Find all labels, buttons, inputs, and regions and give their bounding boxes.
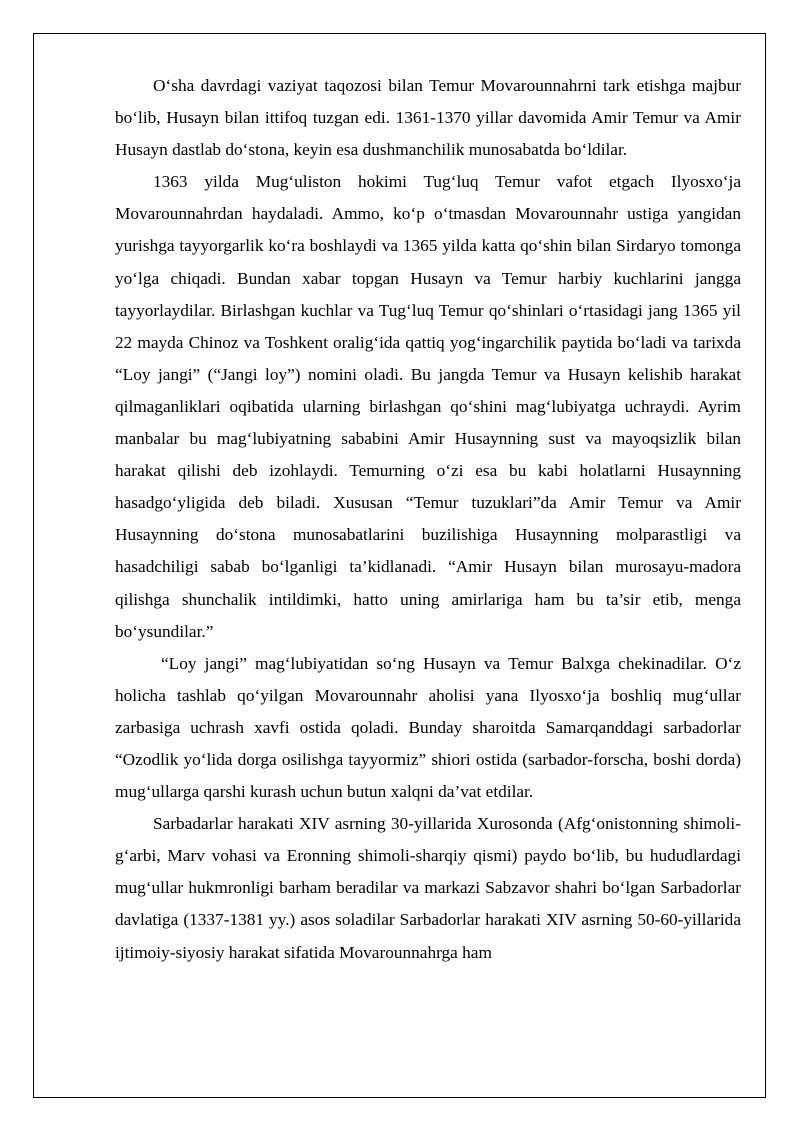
paragraph-1: O‘sha davrdagi vaziyat taqozosi bilan Temur Movarounnahrni tark etishga majbur bo‘lib, Husayn bilan ittifoq tuzgan edi. 1361-1370 yillar davomida Amir Temur va Amir Husayn dastlab do‘stona, keyin esa dushmanchilik munosabatda bo‘ldilar. <box>115 76 741 160</box>
document-body <box>115 70 741 969</box>
paragraph-3: “Loy jangi” mag‘lubiyatidan so‘ng Husayn va Temur Balxga chekinadilar. O‘z holicha tashlab qo‘yilgan Movarounnahr aholisi yana Ilyosxo‘ja boshliq mug‘ullar zarbasiga uchrash xavfi ostida qoladi. Bunday sharoitda Samarqanddagi sarbadorlar “Ozodlik yo‘lida dorga osilishga tayyormiz” shiori ostida (sarbador-forscha, boshi dorda) mug‘ullarga qarshi kurash uchun butun xalqni da’vat etdilar. <box>115 653 741 802</box>
paragraph-4: Sarbadarlar harakati XIV asrning 30-yillarida Xurosonda (Afg‘onistonning shimoli-g‘arbi, Marv vohasi va Eronning shimoli-sharqiy qismi) paydo bo‘lib, bu hududlardagi mug‘ullar hukmronligi barham beradilar va markazi Sabzavor shahri bo‘lgan Sarbadorlar davlatiga (1337-1381 yy.) asos soladilar Sarbadorlar harakati XIV asrning 50-60-yillarida ijtimoiy-siyosiy harakat sifatida Movarounnahrga ham <box>115 814 741 962</box>
paragraph-2: 1363 yilda Mug‘uliston hokimi Tug‘luq Temur vafot etgach Ilyosxo‘ja Movarounnahrdan haydaladi. Ammo, ko‘p o‘tmasdan Movarounnahr ustiga yangidan yurishga tayyorgarlik ko‘ra boshlaydi va 1365 yilda katta qo‘shin bilan Sirdaryo tomonga yo‘lga chiqadi. Bundan xabar topgan Husayn va Temur harbiy kuchlarini jangga tayyorlaydilar. Birlashgan kuchlar va Tug‘luq Temur qo‘shinlari o‘rtasidagi jang 1365 yil 22 mayda Chinoz va Toshkent oralig‘ida qattiq yog‘ingarchilik paytida bo‘ladi va tarixda “Loy jangi” (“Jangi loy”) nomini oladi. Bu jangda Temur va Husayn kelishib harakat qilmaganliklari oqibatida ularning birlashgan qo‘shini mag‘lubiyatga uchraydi. Ayrim manbalar bu mag‘lubiyatning sababini Amir Husaynning sust va mayoqsizlik bilan harakat qilishi deb izohlaydi. Temurning o‘zi esa bu kabi holatlarni Husaynning hasadgo‘yligida deb biladi. Xususan “Temur tuzuklari”da Amir Temur va Amir Husaynning do‘stona munosabatlarini buzilishiga Husaynning molparastligi va hasadchiligi sabab bo‘lganligi ta’kidlanadi. “Amir Husayn bilan murosayu-madora qilishga shunchalik intildimki, hatto uning amirlariga ham bu ta’sir etib, menga bo‘ysundilar.” <box>115 172 741 641</box>
